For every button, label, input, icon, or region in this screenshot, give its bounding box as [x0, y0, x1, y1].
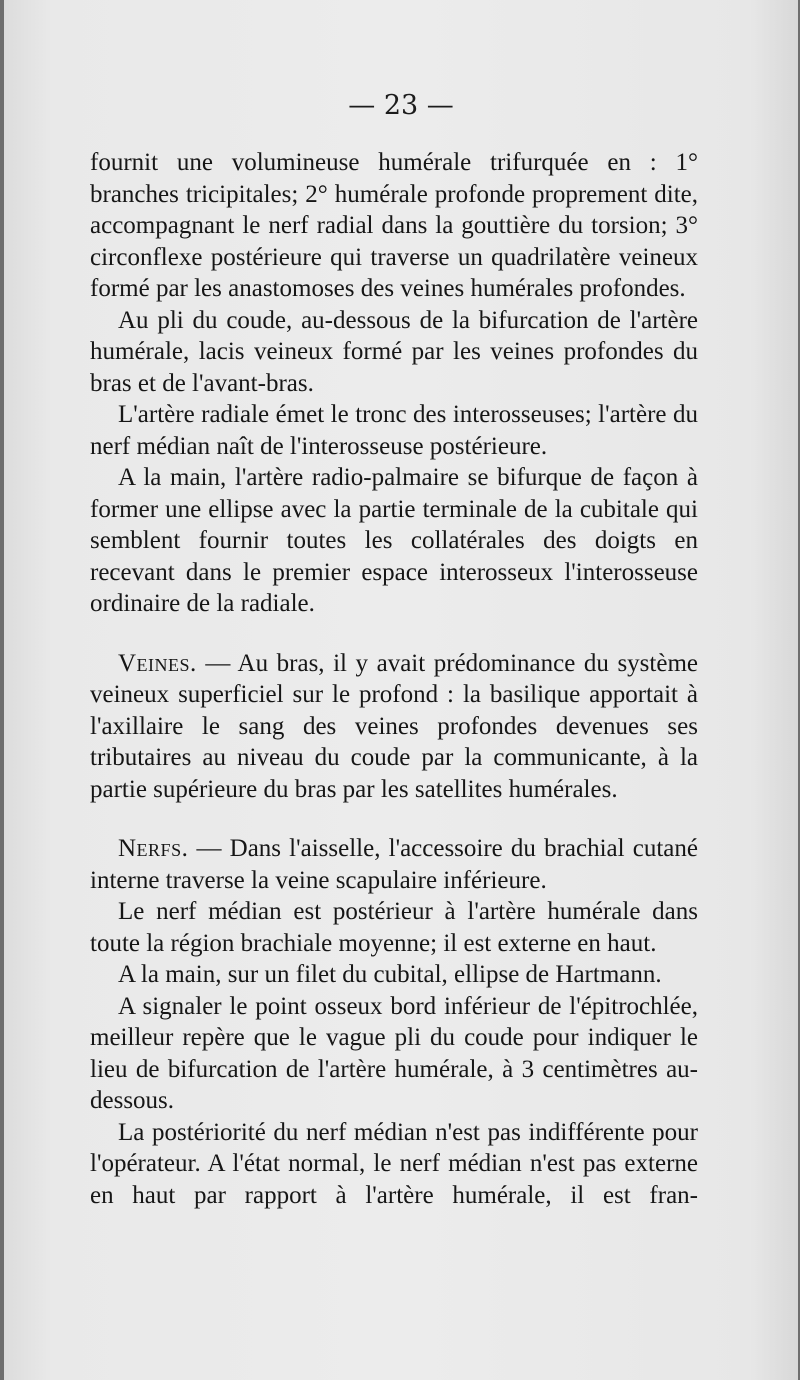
- paragraph: L'artère radiale émet le tronc des interosseuses; l'artère du nerf médian naît de l'interosseuse postérieure.: [90, 401, 698, 460]
- section-heading: Veines.: [118, 649, 197, 677]
- page-number: — 23 —: [348, 90, 454, 121]
- paragraph: Le nerf médian est postérieur à l'artère humérale dans toute la région brachiale moyenne; il est externe en haut.: [90, 898, 698, 957]
- body-text: [90, 147, 698, 1211]
- book-page: [4, 0, 798, 1380]
- section-nerfs: Nerfs. — Dans l'aisselle, l'accessoire du brachial cutané interne traverse la veine scapulaire inférieure.: [90, 835, 698, 894]
- section-heading: Nerfs.: [118, 835, 189, 862]
- paragraph: fournit une volumineuse humérale trifurquée en : 1° branches tricipitales; 2° humérale profonde proprement dite, accompagnant le nerf radial dans la gouttière du torsion; 3° circonflexe postérieure qui traverse un quadrilatère veineux formé par les anastomoses des veines humérales profondes.: [90, 149, 698, 302]
- paragraph: La postériorité du nerf médian n'est pas indifférente pour l'opérateur. A l'état normal, le nerf médian n'est pas externe en haut par rapport à l'artère humérale, il est fran-: [90, 1118, 698, 1209]
- paragraph: A la main, sur un filet du cubital, ellipse de Hartmann.: [118, 961, 662, 988]
- paragraph: A signaler le point osseux bord inférieur de l'épitrochlée, meilleur repère que le vague pli du coude pour indiquer le lieu de bifurcation de l'artère humérale, à 3 centimètres au-dessous.: [90, 992, 698, 1114]
- paragraph: Au pli du coude, au-dessous de la bifurcation de l'artère humérale, lacis veineux formé par les veines profondes du bras et de l'avant-bras.: [90, 306, 698, 397]
- section-veines: Veines. — Au bras, il y avait prédominance du système veineux superficiel sur le profond : la basilique apportait à l'axillaire le sang des veines profondes devenues ses tributaires au niveau du coude par la communicante, à la partie supérieure du bras par les satellites humérales.: [90, 649, 698, 803]
- paragraph: A la main, l'artère radio-palmaire se bifurque de façon à former une ellipse avec la partie terminale de la cubitale qui semblent fournir toutes les collatérales des doigts en recevant dans le premier espace interosseux l'interosseuse ordinaire de la radiale.: [90, 464, 698, 617]
